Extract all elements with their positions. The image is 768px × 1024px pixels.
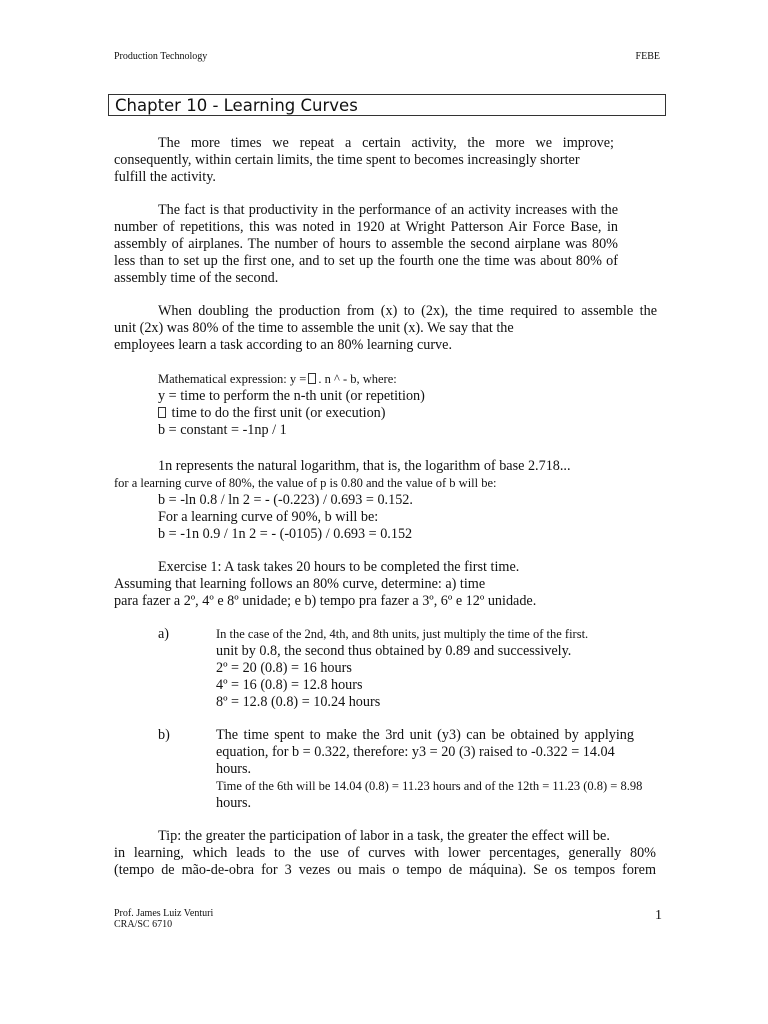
tip-line: (tempo de mão-de-obra for 3 vezes ou mais o tempo de máquina). Se os tempos forem [114,862,656,878]
paragraph-line: The fact is that productivity in the performance of an activity increases with the [158,202,618,218]
exercise-line: para fazer a 2º, 4º e 8º unidade; e b) tempo pra fazer a 3º, 6º e 12º unidade. [114,593,537,609]
missing-glyph-icon [308,373,316,384]
answer-line: hours. [216,761,252,777]
header-left: Production Technology [114,51,208,62]
answer-line: hours. [216,795,252,811]
paragraph-line: When doubling the production from (x) to (2x), the time required to assemble the [158,303,657,319]
answer-line: 4º = 16 (0.8) = 12.8 hours [216,677,363,693]
paragraph-line: 1n represents the natural logarithm, that is, the logarithm of base 2.718... [158,458,571,474]
answer-line: 2º = 20 (0.8) = 16 hours [216,660,352,676]
math-y-definition: y = time to perform the n-th unit (or repetition) [158,388,425,404]
answer-b [216,727,643,812]
answer-line: The time spent to make the 3rd unit (y3) can be obtained by applying [216,727,634,743]
header-right: FEBE [635,51,660,62]
chapter-title: Chapter 10 - Learning Curves [115,96,358,115]
footer-author: Prof. James Luiz Venturi [114,908,214,919]
answer-line: Time of the 6th will be 14.04 (0.8) = 11.23 hours and of the 12th = 11.23 (0.8) = 8.98 [216,779,643,793]
paragraph-line: employees learn a task according to an 80% learning curve. [114,337,452,353]
paragraph-2 [114,202,618,287]
tip-paragraph [114,828,656,879]
answer-a [216,626,588,711]
paragraph-line: For a learning curve of 90%, b will be: [158,509,379,525]
missing-glyph-icon [158,407,166,418]
paragraph-line: b = -ln 0.8 / ln 2 = - (-0.223) / 0.693 = 0.152. [158,492,413,508]
paragraph-3 [114,303,657,354]
tip-line: Tip: the greater the participation of labor in a task, the greater the effect will be. [158,828,610,844]
paragraph-line: number of repetitions, this was noted in 1920 at Wright Patterson Air Force Base, in [114,219,618,235]
paragraph-line: unit (2x) was 80% of the time to assemble the unit (x). We say that the [114,320,514,336]
answer-line: equation, for b = 0.322, therefore: y3 = 20 (3) raised to -0.322 = 14.04 [216,744,615,760]
exercise-line: Exercise 1: A task takes 20 hours to be completed the first time. [158,559,520,575]
paragraph-line: consequently, within certain limits, the time spent to becomes increasingly shorter [114,152,580,168]
paragraph-line: assembly of airplanes. The number of hours to assemble the second airplane was 80% [114,236,618,252]
exercise-line: Assuming that learning follows an 80% curve, determine: a) time [114,576,486,592]
answer-a-label: a) [158,626,170,642]
math-expression [158,371,425,439]
paragraph-line: b = -1n 0.9 / 1n 2 = - (-0105) / 0.693 = 0.152 [158,526,413,542]
paragraph-line: The more times we repeat a certain activity, the more we improve; [158,135,614,151]
paragraph-line: fulfill the activity. [114,169,216,185]
paragraph-line: less than to set up the first one, and to set up the fourth one the time was about 80% of [114,253,618,269]
paragraph-4 [114,458,571,543]
paragraph-line: for a learning curve of 80%, the value of p is 0.80 and the value of b will be: [114,476,497,490]
tip-line: in learning, which leads to the use of curves with lower percentages, generally 80% [114,845,656,861]
math-first-unit-definition: time to do the first unit (or execution) [171,405,386,421]
paragraph-1 [114,135,614,186]
math-expression-label: Mathematical expression: y = [158,372,307,386]
paragraph-line: assembly time of the second. [114,270,279,286]
math-expression-rest: . n ^ - b, where: [318,372,397,386]
math-b-definition: b = constant = -1np / 1 [158,422,287,438]
answer-line: In the case of the 2nd, 4th, and 8th units, just multiply the time of the first. [216,627,589,641]
answer-line: unit by 0.8, the second thus obtained by 0.89 and successively. [216,643,572,659]
exercise-1 [114,559,536,610]
page-number: 1 [655,908,662,923]
chapter-title-box [108,94,666,116]
answer-line: 8º = 12.8 (0.8) = 10.24 hours [216,694,381,710]
answer-b-label: b) [158,727,170,743]
footer-registration: CRA/SC 6710 [114,919,173,930]
